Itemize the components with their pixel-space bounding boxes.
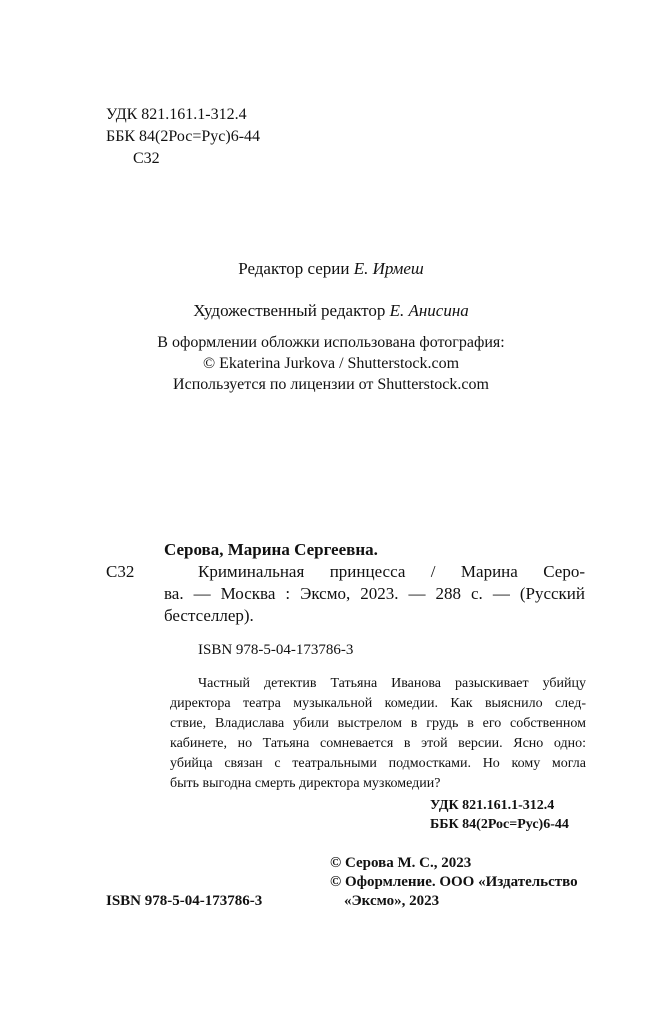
annotation-line-3: ствие, Владислава убили выстрелом в грудь в его собственном <box>170 716 586 731</box>
description-line-3: бестселлер). <box>164 606 254 625</box>
catalog-udk: УДК 821.161.1-312.4 <box>430 798 555 813</box>
author-mark-top: С32 <box>133 150 160 167</box>
copyright-design-line-2: «Эксмо», 2023 <box>344 893 440 909</box>
description-line-2: ва. — Москва : Эксмо, 2023. — 288 с. — (Русский <box>164 584 585 603</box>
art-editor-label: Художественный редактор <box>193 301 386 320</box>
series-editor-line <box>0 258 662 280</box>
annotation-line-4: кабинете, но Татьяна сомневается в этой версии. Ясно одно: <box>170 736 586 751</box>
annotation-line-6: быть выгодна смерть директора музкомедии? <box>170 776 441 791</box>
photo-copyright: © Ekaterina Jurkova / Shutterstock.com <box>202 355 460 372</box>
annotation-line-5: убийца связан с театральными подмостками. Но кому могла <box>170 756 586 771</box>
catalog-author-heading: Серова, Марина Сергеевна. <box>164 540 378 559</box>
catalog-author-mark: С32 <box>106 562 135 581</box>
udk-code-top: УДК 821.161.1-312.4 <box>106 106 247 123</box>
footer-isbn: ISBN 978-5-04-173786-3 <box>106 893 263 909</box>
series-editor-name: Е. Ирмеш <box>353 259 424 278</box>
copyright-author: © Серова М. С., 2023 <box>330 855 472 871</box>
description-line-1: Криминальная принцесса / Марина Серо- <box>198 562 585 581</box>
license-line: Используется по лицензии от Shutterstock.com <box>173 376 489 393</box>
catalog-isbn: ISBN 978-5-04-173786-3 <box>198 642 354 658</box>
art-editor-line <box>0 300 662 322</box>
catalog-description <box>164 561 585 627</box>
catalog-annotation <box>170 674 586 794</box>
cover-photo-line: В оформлении обложки использована фотография: <box>157 334 505 351</box>
art-editor-name: Е. Анисина <box>389 301 469 320</box>
bbk-code-top: ББК 84(2Рос=Рус)6-44 <box>106 128 261 145</box>
annotation-line-2: директора театра музыкальной комедии. Как выяснило след- <box>170 696 586 711</box>
catalog-bbk: ББК 84(2Рос=Рус)6-44 <box>430 817 569 832</box>
series-editor-label: Редактор серии <box>238 259 350 278</box>
copyright-design-line-1: © Оформление. ООО «Издательство <box>330 874 578 890</box>
annotation-line-1: Частный детектив Татьяна Иванова разыскивает убийцу <box>198 676 586 691</box>
